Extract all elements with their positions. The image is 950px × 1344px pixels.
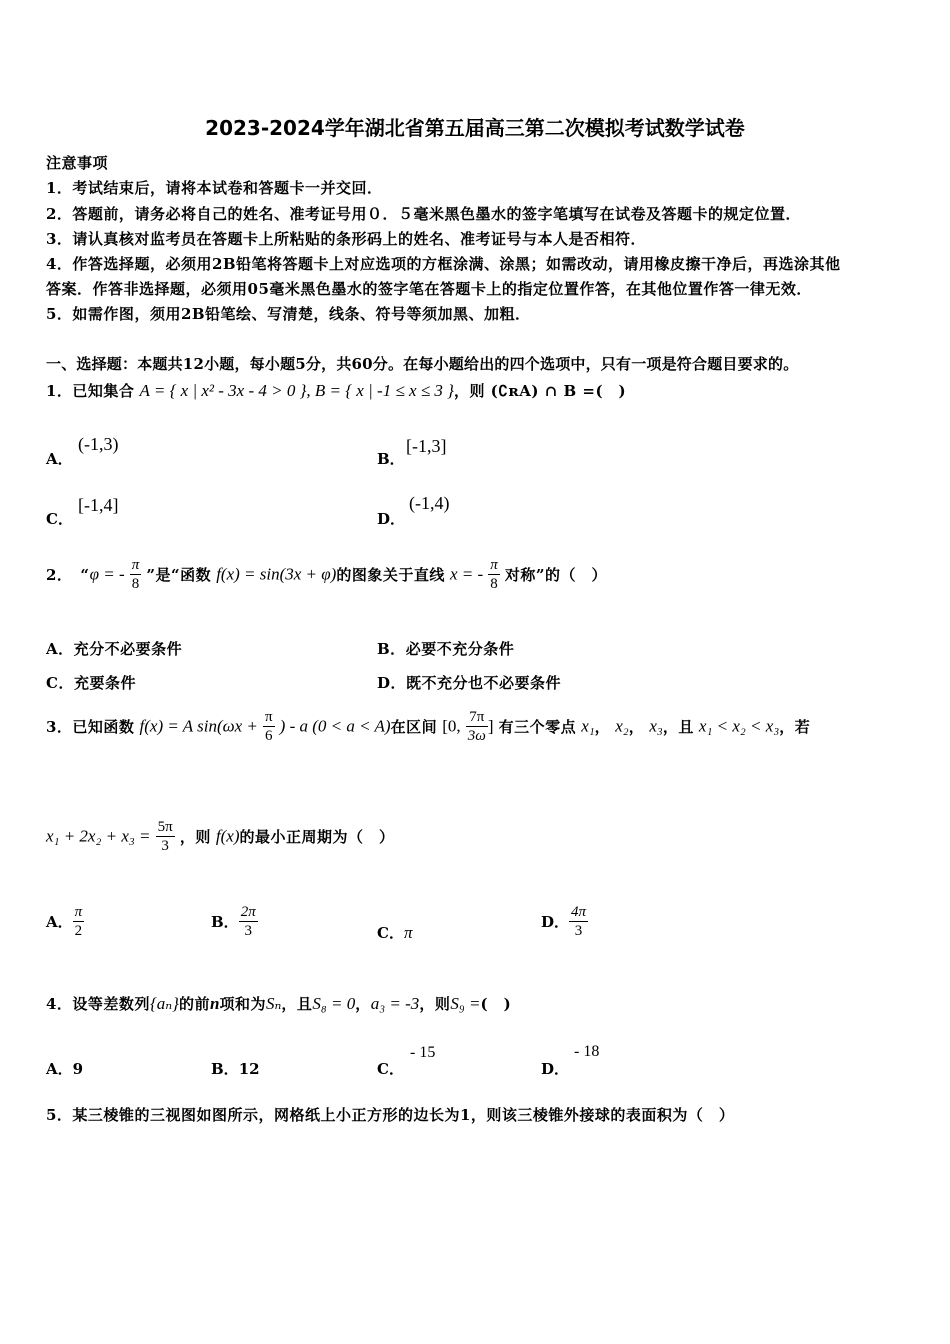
q3-condition: x₁ + 2x₂ + x₃ = [46, 826, 151, 846]
q4-number: 4．设等差数列 [46, 995, 150, 1013]
q3-function-b: ) - a (0 < a < A) [279, 716, 391, 736]
q2-function: f(x) = sin(3x + φ) [216, 564, 337, 584]
q3-if: ，若 [779, 718, 811, 736]
q2-line-fraction: $\frac{\pi}{8}$ [490, 557, 498, 592]
note-item: 答案．作答非选择题，必须用05毫米黑色墨水的签字笔在答题卡上的指定位置作答，在其他位置作答一律无效． [46, 280, 812, 298]
page-title: 2023-2024学年湖北省第五届高三第二次模拟考试数学试卷 [205, 116, 745, 140]
q2-option-a: A．充分不必要条件 [46, 640, 183, 658]
q3-tail: 的最小正周期为（ ） [239, 828, 395, 846]
q3-fx: f(x) [215, 826, 240, 846]
q1-option-c: C． [46, 510, 73, 528]
q3-interval-a: [0, [442, 716, 461, 736]
q3-x2: x₂ [615, 716, 629, 736]
q4-s8: S₈ = 0 [312, 994, 356, 1013]
q2-line: x = - [449, 564, 484, 584]
q3-zeros: 有三个零点 [498, 718, 577, 736]
q1-set-b: , B = { x | -1 ≤ x ≤ 3 } [306, 381, 454, 400]
q1-option-b: B． [377, 450, 405, 468]
q4-and: ，且 [281, 995, 313, 1013]
note-item: 3．请认真核对监考员在答题卡上所粘贴的条形码上的姓名、准考证号与本人是否相符． [46, 230, 646, 248]
q2-phi: φ = - [89, 564, 125, 584]
q3-then: ，则 [179, 828, 211, 846]
q2-option-d: D．既不充分也不必要条件 [377, 674, 562, 692]
q1-tail: ，则 (∁ʀA) ∩ B =( ) [453, 382, 627, 400]
q4-option-d-value: - 18 [574, 1043, 600, 1060]
q3-interval-text: 在区间 [390, 718, 438, 736]
question-3-cont [46, 818, 395, 855]
q3-inequality: x₁ < x₂ < x₃ [698, 716, 780, 736]
q3-and: ，且 [662, 718, 694, 736]
q4-option-b: B．12 [211, 1060, 260, 1078]
q1-option-a-value: (-1,3) [78, 434, 119, 454]
q3-option-c: C．π [377, 923, 413, 942]
question-3: 3．已知函数 f(x) = A sin(ωx + $\frac{\pi}{6}$ ) - a (0 < a < A)在区间 [0, $\frac{7\pi}{3\omega}$ ] 有三个零点 x₁， x₂， x₃，且 x₁ < x₂ < x₃，若 [46, 709, 811, 744]
q2-option-b: B．必要不充分条件 [377, 640, 515, 658]
q4-option-c: C． [377, 1060, 404, 1078]
q3-option-d: D． $\frac{4\pi}{3}$ [541, 904, 587, 939]
q3-pi-over-6: $\frac{\pi}{6}$ [265, 709, 273, 744]
q3-interval-fraction: $\frac{7\pi}{3\omega}$ [467, 709, 486, 744]
q2-mid2: 的图象关于直线 [336, 566, 445, 584]
q1-option-d: D． [377, 510, 406, 528]
q3-x1: x₁ [581, 716, 595, 736]
q4-mid: 的前 [178, 995, 210, 1013]
notes-heading: 注意事项 [46, 154, 109, 172]
q3-function-a: f(x) = A sin(ωx + [139, 716, 258, 736]
q1-option-b-value: [-1,3] [406, 436, 447, 456]
q4-option-c-value: - 15 [410, 1044, 436, 1061]
q4-s9: S₉ = [450, 994, 481, 1013]
q3-number: 3．已知函数 [46, 718, 135, 736]
q2-number: 2． “ [46, 566, 90, 584]
note-item: 2．答题前，请务必将自己的姓名、准考证号用０．５毫米黑色墨水的签字笔填写在试卷及答题卡的规定位置． [46, 205, 801, 223]
q1-option-a: A． [46, 450, 73, 468]
q3-option-b: B． $\frac{2\pi}{3}$ [211, 904, 256, 939]
question-2 [46, 556, 607, 593]
q4-option-a: A．9 [46, 1060, 84, 1078]
q4-option-d: D． [541, 1060, 570, 1078]
note-item: 5．如需作图，须用2B铅笔绘、写清楚，线条、符号等须加黑、加粗． [46, 305, 531, 323]
q4-then: ，则 [419, 995, 451, 1013]
q4-mid2: 项和为 [219, 995, 266, 1013]
q2-option-c: C．充要条件 [46, 674, 136, 692]
q4-sn: Sₙ [265, 994, 282, 1013]
q1-number: 1．已知集合 [46, 382, 135, 400]
q2-fraction: $\frac{\pi}{8}$ [131, 557, 140, 592]
q1-set-a: A = { x | x² - 3x - 4 > 0 } [139, 381, 307, 400]
q4-sequence: {aₙ} [149, 994, 179, 1013]
note-item: 1．考试结束后，请将本试卷和答题卡一并交回． [46, 179, 383, 197]
q1-option-c-value: [-1,4] [78, 495, 119, 515]
q3-interval-b: ] [487, 716, 494, 736]
q2-mid: ”是“函数 [146, 566, 212, 584]
note-item: 4．作答选择题，必须用2B铅笔将答题卡上对应选项的方框涂满、涂黑；如需改动，请用橡皮擦干净后，再选涂其他 [46, 255, 841, 273]
q2-tail: 对称”的（ ） [504, 566, 607, 584]
q4-tail: ( ) [480, 995, 512, 1013]
question-1 [46, 380, 626, 401]
question-4 [46, 993, 511, 1014]
q3-option-a: A． $\frac{\pi}{2}$ [46, 904, 83, 939]
q3-five-pi-over-3: $\frac{5\pi}{3}$ [157, 819, 173, 854]
q4-n: n [209, 994, 220, 1013]
q3-x3: x₃ [649, 716, 663, 736]
q4-comma: ， [355, 995, 371, 1013]
q1-option-d-value: (-1,4) [409, 493, 450, 513]
q4-a3: a₃ = -3 [370, 994, 420, 1013]
question-5: 5．某三棱锥的三视图如图所示，网格纸上小正方形的边长为1，则该三棱锥外接球的表面积为（ ） [46, 1106, 735, 1124]
section-heading: 一、选择题：本题共12小题，每小题5分，共60分。在每小题给出的四个选项中，只有一项是符合题目要求的。 [46, 355, 799, 373]
